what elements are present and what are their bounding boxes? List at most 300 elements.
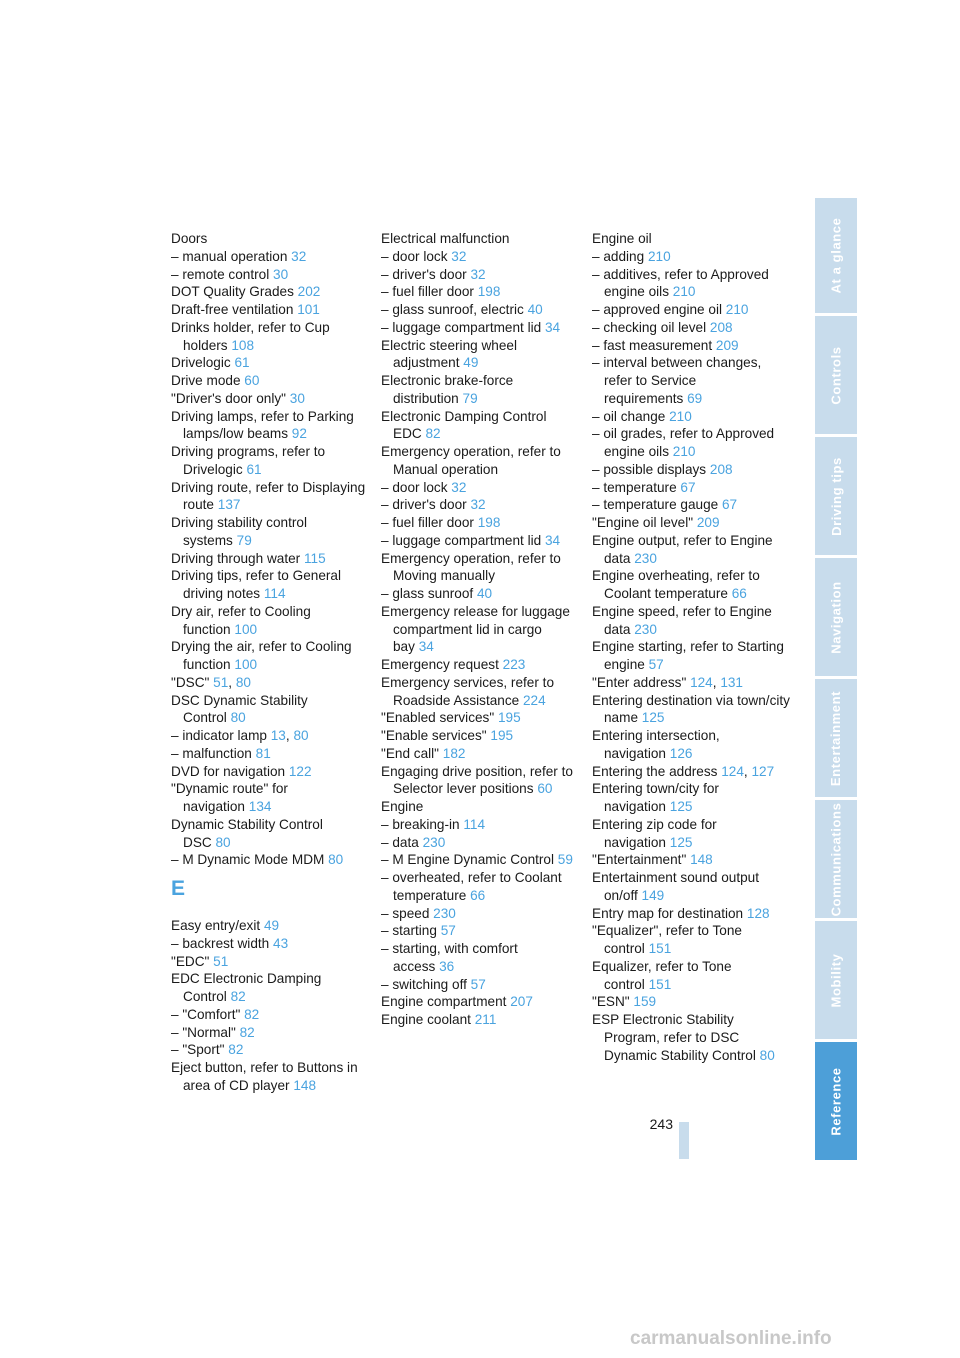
page-reference-link[interactable]: 131 (720, 674, 743, 690)
index-entry-text: DVD for navigation (171, 763, 286, 779)
page-reference-link[interactable]: 148 (293, 1077, 317, 1093)
page-reference-link[interactable]: 210 (647, 248, 671, 264)
page-reference-link[interactable]: 182 (442, 745, 466, 761)
index-entry-text: – backrest width (171, 935, 270, 951)
index-entry (381, 266, 581, 284)
index-entry (592, 567, 792, 603)
chapter-tab-label: Reference (828, 1066, 844, 1136)
index-entry-text: – "Normal" (171, 1024, 236, 1040)
index-entry (171, 283, 371, 301)
index-entry (381, 976, 581, 994)
index-entry (171, 567, 371, 603)
page-reference-link[interactable]: 67 (680, 479, 696, 495)
index-entry-text: Draft-free ventilation (171, 302, 294, 317)
index-entry-text: – temperature (592, 479, 677, 495)
index-entry-text: – luggage compartment lid (381, 532, 542, 548)
index-entry (592, 354, 792, 407)
page-reference-link[interactable]: 209 (715, 337, 739, 353)
index-entry (592, 638, 792, 674)
index-entry (592, 408, 792, 426)
page-reference-link[interactable]: 34 (544, 319, 561, 335)
page-reference-link[interactable]: 209 (696, 515, 720, 530)
index-entry (171, 230, 371, 248)
index-entry-text: "Equalizer", refer to Tone control (592, 923, 742, 956)
index-entry-text: ESP Electronic Stability Program, refer to DSC Dynamic Stability Control (592, 1012, 756, 1063)
chapter-tab-navigation[interactable] (815, 558, 857, 676)
page-reference-link[interactable]: 80 (235, 674, 251, 690)
page-reference-link[interactable]: 125 (669, 799, 693, 814)
page-reference-link[interactable]: 82 (239, 1024, 255, 1040)
index-entry-text: – fuel filler door (381, 284, 474, 300)
index-entry (592, 1011, 792, 1064)
index-entry-text: "Enter address" (592, 674, 687, 690)
index-entry-text: Emergency request (381, 657, 499, 672)
index-entry (381, 993, 581, 1011)
index-entry-text: – oil grades, refer to Approved engine oils (592, 426, 775, 459)
index-entry-text: – interval between changes, refer to Service requirements (592, 355, 762, 406)
chapter-tab-label: Driving tips (828, 456, 844, 536)
index-entry-text: – adding (592, 248, 645, 264)
page-reference-link[interactable]: 80 (293, 728, 309, 743)
index-entry-text: "Engine oil level" (592, 515, 694, 530)
page-reference-link[interactable]: 114 (463, 816, 486, 832)
index-entry (592, 248, 792, 266)
page-reference-link[interactable]: 80 (328, 852, 344, 868)
index-entry-text: Engine (381, 799, 424, 814)
index-entry (171, 248, 371, 266)
page-reference-link[interactable]: 195 (490, 728, 514, 743)
index-entry (592, 479, 792, 497)
index-entry (171, 745, 371, 763)
index-entry-text: Emergency release for luggage compartment lid in cargo bay (381, 603, 570, 655)
index-entry (381, 851, 581, 869)
index-entry-text: "DSC" (171, 674, 210, 690)
index-entry-text: – fuel filler door (381, 515, 474, 530)
index-entry-text: – additives, refer to Approved engine oils (592, 266, 769, 300)
chapter-tab-mobility[interactable] (815, 921, 857, 1039)
page-reference-link[interactable]: 202 (297, 284, 321, 300)
index-entry (171, 917, 371, 935)
index-entry (171, 638, 371, 674)
index-column-2 (381, 230, 581, 1029)
index-entry-text: Engine starting, refer to Starting engine (592, 639, 784, 672)
index-entry (381, 283, 581, 301)
index-column-1 (171, 230, 371, 1095)
page-reference-link[interactable]: 79 (462, 390, 478, 406)
index-entry-text: – speed (381, 905, 430, 921)
page-reference-link[interactable]: 80 (215, 834, 231, 850)
index-entry (381, 603, 581, 656)
index-entry (592, 851, 792, 869)
index-entry-text: Entering zip code for navigation (592, 816, 717, 850)
index-entry-text: – "Comfort" (171, 1006, 241, 1022)
index-entry (381, 319, 581, 337)
chapter-tab-label: Mobility (828, 953, 844, 1007)
index-entry (381, 869, 581, 905)
page-reference-link[interactable]: 49 (463, 355, 479, 371)
index-entry-text: – glass sunroof, electric (381, 302, 524, 317)
index-entry (171, 372, 371, 390)
index-entry (171, 301, 371, 319)
page-reference-link[interactable]: 57 (470, 976, 486, 992)
page-reference-link[interactable]: 148 (690, 852, 713, 868)
index-entry (381, 479, 581, 497)
chapter-tab-driving-tips[interactable] (815, 437, 857, 555)
index-entry: Entering the address 124, 127 (592, 763, 775, 779)
page-reference-link[interactable]: 101 (297, 302, 320, 317)
page-reference-link[interactable]: 126 (669, 745, 693, 761)
index-entry (171, 816, 371, 852)
index-entry-text: – door lock (381, 479, 448, 495)
page-reference-link[interactable]: 124 (721, 763, 744, 779)
index-entry (381, 514, 581, 532)
index-entry-text: DOT Quality Grades (171, 284, 294, 300)
page-reference-link[interactable]: 40 (476, 586, 493, 601)
index-entry (592, 532, 792, 568)
index-entry-text: Drive mode (171, 373, 241, 388)
page-reference-link[interactable]: 125 (641, 710, 665, 726)
index-entry (381, 230, 581, 248)
chapter-tab-communications[interactable] (815, 800, 857, 918)
page-reference-link[interactable]: 210 (672, 444, 696, 459)
page-reference-link[interactable]: 43 (273, 935, 289, 951)
page-reference-link[interactable]: 66 (731, 586, 747, 601)
page-reference-link[interactable]: 32 (291, 248, 307, 264)
page-reference-link[interactable]: 198 (477, 515, 501, 530)
index-entry-text: – M Dynamic Mode MDM (171, 852, 325, 868)
page-number: 243 (649, 1116, 673, 1132)
chapter-tab-label: Communications (828, 802, 844, 916)
page-reference-link[interactable]: 57 (440, 923, 456, 939)
index-entry (381, 763, 581, 799)
page-reference-link[interactable]: 198 (477, 284, 501, 300)
index-entry-text: Dynamic Stability Control DSC (171, 816, 323, 850)
page-reference-link[interactable]: 32 (451, 479, 467, 495)
index-entry (171, 780, 371, 816)
index-entry-text: – driver's door (381, 266, 467, 282)
page-reference-link[interactable]: 60 (537, 781, 553, 797)
index-entry (171, 970, 371, 1006)
index-entry (381, 816, 581, 834)
index-entry-text: Entry map for destination (592, 905, 744, 921)
index-entry (592, 461, 792, 479)
page-reference-link[interactable]: 207 (510, 994, 533, 1010)
page-reference-link[interactable]: 115 (303, 550, 326, 566)
index-entry (171, 550, 371, 568)
index-entry (381, 372, 581, 408)
index-entry-text: Entering destination via town/city name (592, 692, 790, 726)
index-entry (171, 1024, 371, 1042)
index-entry-text: – glass sunroof (381, 586, 474, 601)
page-reference-link[interactable]: 159 (633, 994, 657, 1010)
index-entry (592, 958, 792, 994)
page-reference-link[interactable]: 230 (634, 621, 657, 637)
page-reference-link[interactable]: 80 (230, 710, 246, 726)
index-entry (592, 993, 792, 1011)
chapter-tab-reference[interactable] (815, 1042, 857, 1160)
page-reference-link[interactable]: 211 (474, 1012, 497, 1027)
index-entry (381, 834, 581, 852)
index-entry-text: Easy entry/exit (171, 918, 261, 933)
index-entry-text: – starting (381, 923, 437, 939)
page-reference-link[interactable]: 230 (422, 834, 446, 850)
page-reference-link[interactable]: 80 (759, 1047, 775, 1063)
page-reference-link[interactable]: 79 (236, 532, 252, 548)
index-entry-text: Driving through water (171, 550, 301, 566)
index-entry (171, 1041, 371, 1059)
index-entry-text: – approved engine oil (592, 302, 722, 317)
watermark: carmanualsonline.info (630, 1328, 832, 1349)
index-entry (381, 905, 581, 923)
page-number-bar (679, 1122, 689, 1159)
page-reference-link[interactable]: 32 (451, 248, 467, 264)
index-entry-text: – oil change (592, 408, 666, 424)
page-reference-link[interactable]: 100 (234, 621, 258, 637)
index-entry (592, 496, 792, 514)
page-reference-link[interactable]: 210 (669, 408, 692, 424)
chapter-tab-entertainment[interactable] (815, 679, 857, 797)
page-reference-link[interactable]: 51 (213, 674, 229, 690)
page-reference-link[interactable]: 67 (722, 497, 738, 513)
index-entry-text: "Entertainment" (592, 852, 687, 868)
index-entry (171, 692, 371, 728)
index-entry-text: – possible displays (592, 461, 707, 477)
index-entry (381, 585, 581, 603)
page-reference-link[interactable]: 36 (439, 958, 455, 974)
index-entry-text: Equalizer, refer to Tone control (592, 958, 732, 992)
index-entry (171, 763, 371, 781)
index-entry (592, 266, 792, 302)
index-entry-text: Engine overheating, refer to Coolant temperature (592, 568, 760, 601)
index-entry (171, 1059, 371, 1095)
page-reference-link[interactable]: 81 (255, 745, 271, 761)
index-entry-text: Engine speed, refer to Engine data (592, 603, 772, 637)
index-entry-text: Eject button, refer to Buttons in area of CD player (171, 1060, 358, 1093)
index-entry-text: Driving tips, refer to General driving notes (171, 568, 341, 601)
page-reference-link[interactable]: 82 (244, 1006, 260, 1022)
chapter-tab-controls[interactable] (815, 316, 857, 434)
index-entry-text: Drivelogic (171, 355, 231, 371)
page-reference-link[interactable]: 208 (709, 461, 733, 477)
index-entry (171, 266, 371, 284)
index-column-3 (592, 230, 792, 1064)
index-entry (381, 922, 581, 940)
index-entry-text: Entertainment sound output on/off (592, 870, 760, 903)
page-reference-link[interactable]: 57 (648, 657, 664, 672)
page-reference-link[interactable]: 137 (217, 497, 241, 513)
index-entry-text: – data (381, 834, 419, 850)
page-reference-link[interactable]: 134 (248, 799, 272, 814)
index-entry (592, 727, 792, 763)
index-entry-text: "EDC" (171, 953, 210, 969)
index-entry-text: Engaging drive position, refer to Selector lever positions (381, 763, 573, 797)
index-entry-text: Electrical malfunction (381, 231, 510, 246)
page-reference-link[interactable]: 149 (641, 887, 665, 903)
page-reference-link[interactable]: 49 (263, 918, 280, 933)
index-entry (381, 674, 581, 710)
index-entry (592, 816, 792, 852)
index-entry (381, 443, 581, 479)
index-entry (592, 905, 792, 923)
index-entry-text: Electronic Damping Control EDC (381, 408, 547, 442)
index-entry-text: Doors (171, 231, 208, 246)
index-entry-text: – "Sport" (171, 1042, 225, 1058)
index-entry (171, 603, 371, 639)
page-reference-link[interactable]: 230 (634, 550, 657, 566)
page-reference-link[interactable]: 61 (234, 355, 250, 371)
index-entry-text: Emergency services, refer to Roadside Assistance (381, 674, 555, 708)
index-entry (381, 745, 581, 763)
page-reference-link[interactable]: 100 (234, 657, 258, 672)
page-reference-link[interactable]: 61 (246, 461, 262, 477)
page-reference-link[interactable]: 40 (527, 302, 543, 317)
page-reference-link[interactable]: 32 (470, 497, 486, 513)
index-entry (171, 851, 371, 869)
index-entry-text: – fast measurement (592, 337, 713, 353)
index-entry (592, 319, 792, 337)
index-entry-text: Emergency operation, refer to Moving manually (381, 550, 561, 584)
index-entry-text: Engine oil (592, 231, 652, 246)
page-reference-link[interactable]: 125 (669, 834, 693, 850)
index-entry-text: Engine output, refer to Engine data (592, 532, 773, 566)
chapter-tab-label: Entertainment (828, 690, 844, 786)
index-entry (592, 692, 792, 728)
index-entry-text: – temperature gauge (592, 497, 719, 513)
index-entry-text: Engine compartment (381, 994, 507, 1010)
index-entry-text: – driver's door (381, 497, 467, 513)
page-reference-link[interactable]: 82 (228, 1042, 244, 1058)
page-reference-link[interactable]: 151 (648, 976, 672, 992)
index-entry (592, 514, 792, 532)
page-reference-link[interactable]: 92 (291, 426, 307, 442)
index-entry-text: – M Engine Dynamic Control (381, 852, 555, 868)
page-reference-link[interactable]: 34 (418, 639, 434, 655)
page-reference-link[interactable]: 60 (244, 373, 260, 388)
index-entry-text: – malfunction (171, 745, 252, 761)
page-reference-link[interactable]: 127 (751, 763, 775, 779)
page-reference-link[interactable]: 82 (425, 426, 441, 442)
index-entry (592, 425, 792, 461)
page-reference-link[interactable]: 128 (746, 905, 770, 921)
index-entry-text: "Enable services" (381, 728, 487, 743)
index-entry-text: "Driver's door only" (171, 390, 286, 406)
index-entry-text: – overheated, refer to Coolant temperature (381, 870, 562, 903)
index-entry (592, 780, 792, 816)
chapter-tab-label: Navigation (828, 580, 844, 654)
index-entry (171, 390, 371, 408)
page-reference-link[interactable]: 195 (497, 710, 521, 726)
section-letter: E (171, 877, 186, 900)
index-entry (171, 443, 371, 479)
page-reference-link[interactable]: 32 (470, 266, 486, 282)
index-entry-text: Electronic brake-force distribution (381, 373, 514, 406)
index-entry-text: – checking oil level (592, 319, 707, 335)
index-entry (592, 603, 792, 639)
index-entry-text: – door lock (381, 248, 448, 264)
index-entry: "Enter address" 124, 131 (592, 674, 743, 690)
index-entry (381, 248, 581, 266)
index-entry-text: Driving lamps, refer to Parking lamps/low beams (171, 408, 354, 442)
page-reference-link[interactable]: 108 (231, 337, 255, 353)
index-entry (171, 935, 371, 953)
index-entry (381, 940, 581, 976)
page-reference-link[interactable]: 34 (544, 532, 561, 548)
index-entry-text: – breaking-in (381, 816, 460, 832)
index-entry-text: – luggage compartment lid (381, 319, 542, 335)
page-reference-link[interactable]: 208 (709, 319, 733, 335)
index-entry-text: Drinks holder, refer to Cup holders (171, 319, 330, 353)
page-reference-link[interactable]: 59 (557, 852, 573, 868)
index-entry (381, 656, 581, 674)
page-reference-link[interactable]: 114 (263, 586, 286, 601)
index-entry (381, 550, 581, 586)
page-reference-link[interactable]: 51 (213, 953, 229, 969)
index-entry-text: – remote control (171, 266, 270, 282)
index-entry-text: Electric steering wheel adjustment (381, 337, 517, 371)
index-entry-text: – manual operation (171, 248, 288, 264)
page-reference-link[interactable]: 13 (270, 728, 286, 743)
index-entry (381, 496, 581, 514)
page-reference-link[interactable]: 66 (470, 887, 486, 903)
chapter-tab-label: At a glance (828, 217, 844, 294)
index-entry (592, 337, 792, 355)
index-entry-text: DSC Dynamic Stability Control (171, 692, 308, 726)
index-entry (171, 354, 371, 372)
index-entry (381, 301, 581, 319)
chapter-tab-label: Controls (828, 345, 844, 405)
index-entry (171, 953, 371, 971)
index-entry (592, 922, 792, 958)
page-reference-link[interactable]: 69 (687, 390, 703, 406)
index-entry: "DSC" 51, 80 (171, 674, 251, 690)
index-entry: – indicator lamp 13, 80 (171, 728, 309, 743)
index-entry (171, 514, 371, 550)
index-entry-text: Engine coolant (381, 1012, 471, 1027)
index-entry (381, 337, 581, 373)
index-entry-text: EDC Electronic Damping Control (171, 971, 322, 1004)
index-entry (381, 408, 581, 444)
index-entry-text: – starting, with comfort access (381, 941, 518, 974)
page-reference-link[interactable]: 30 (289, 390, 305, 406)
index-entry (171, 1006, 371, 1024)
page-reference-link[interactable]: 230 (433, 905, 456, 921)
index-entry (381, 798, 581, 816)
index-entry-text: – indicator lamp (171, 728, 267, 743)
index-entry (171, 408, 371, 444)
page-reference-link[interactable]: 223 (502, 657, 526, 672)
page-reference-link[interactable]: 30 (273, 266, 289, 282)
page-reference-link[interactable]: 124 (690, 674, 713, 690)
index-entry-text: "End call" (381, 745, 440, 761)
page-reference-link[interactable]: 210 (725, 302, 749, 317)
index-entry-text: "ESN" (592, 994, 630, 1010)
index-entry (171, 479, 371, 515)
page-reference-link[interactable]: 224 (522, 692, 546, 708)
index-entry-text: "Dynamic route" for navigation (171, 781, 288, 814)
page-reference-link[interactable]: 151 (648, 941, 672, 956)
index-entry (381, 709, 581, 727)
index-entry (592, 869, 792, 905)
page-reference-link[interactable]: 82 (230, 989, 246, 1004)
index-entry (592, 301, 792, 319)
index-entry-text: Entering town/city for navigation (592, 781, 719, 814)
index-entry-text: Driving route, refer to Displaying route (171, 479, 366, 513)
index-entry (592, 230, 792, 248)
page-reference-link[interactable]: 122 (288, 763, 312, 779)
chapter-tab-at-a-glance[interactable] (815, 198, 857, 313)
page-reference-link[interactable]: 210 (672, 284, 696, 300)
index-entry-text: Dry air, refer to Cooling function (171, 603, 311, 637)
